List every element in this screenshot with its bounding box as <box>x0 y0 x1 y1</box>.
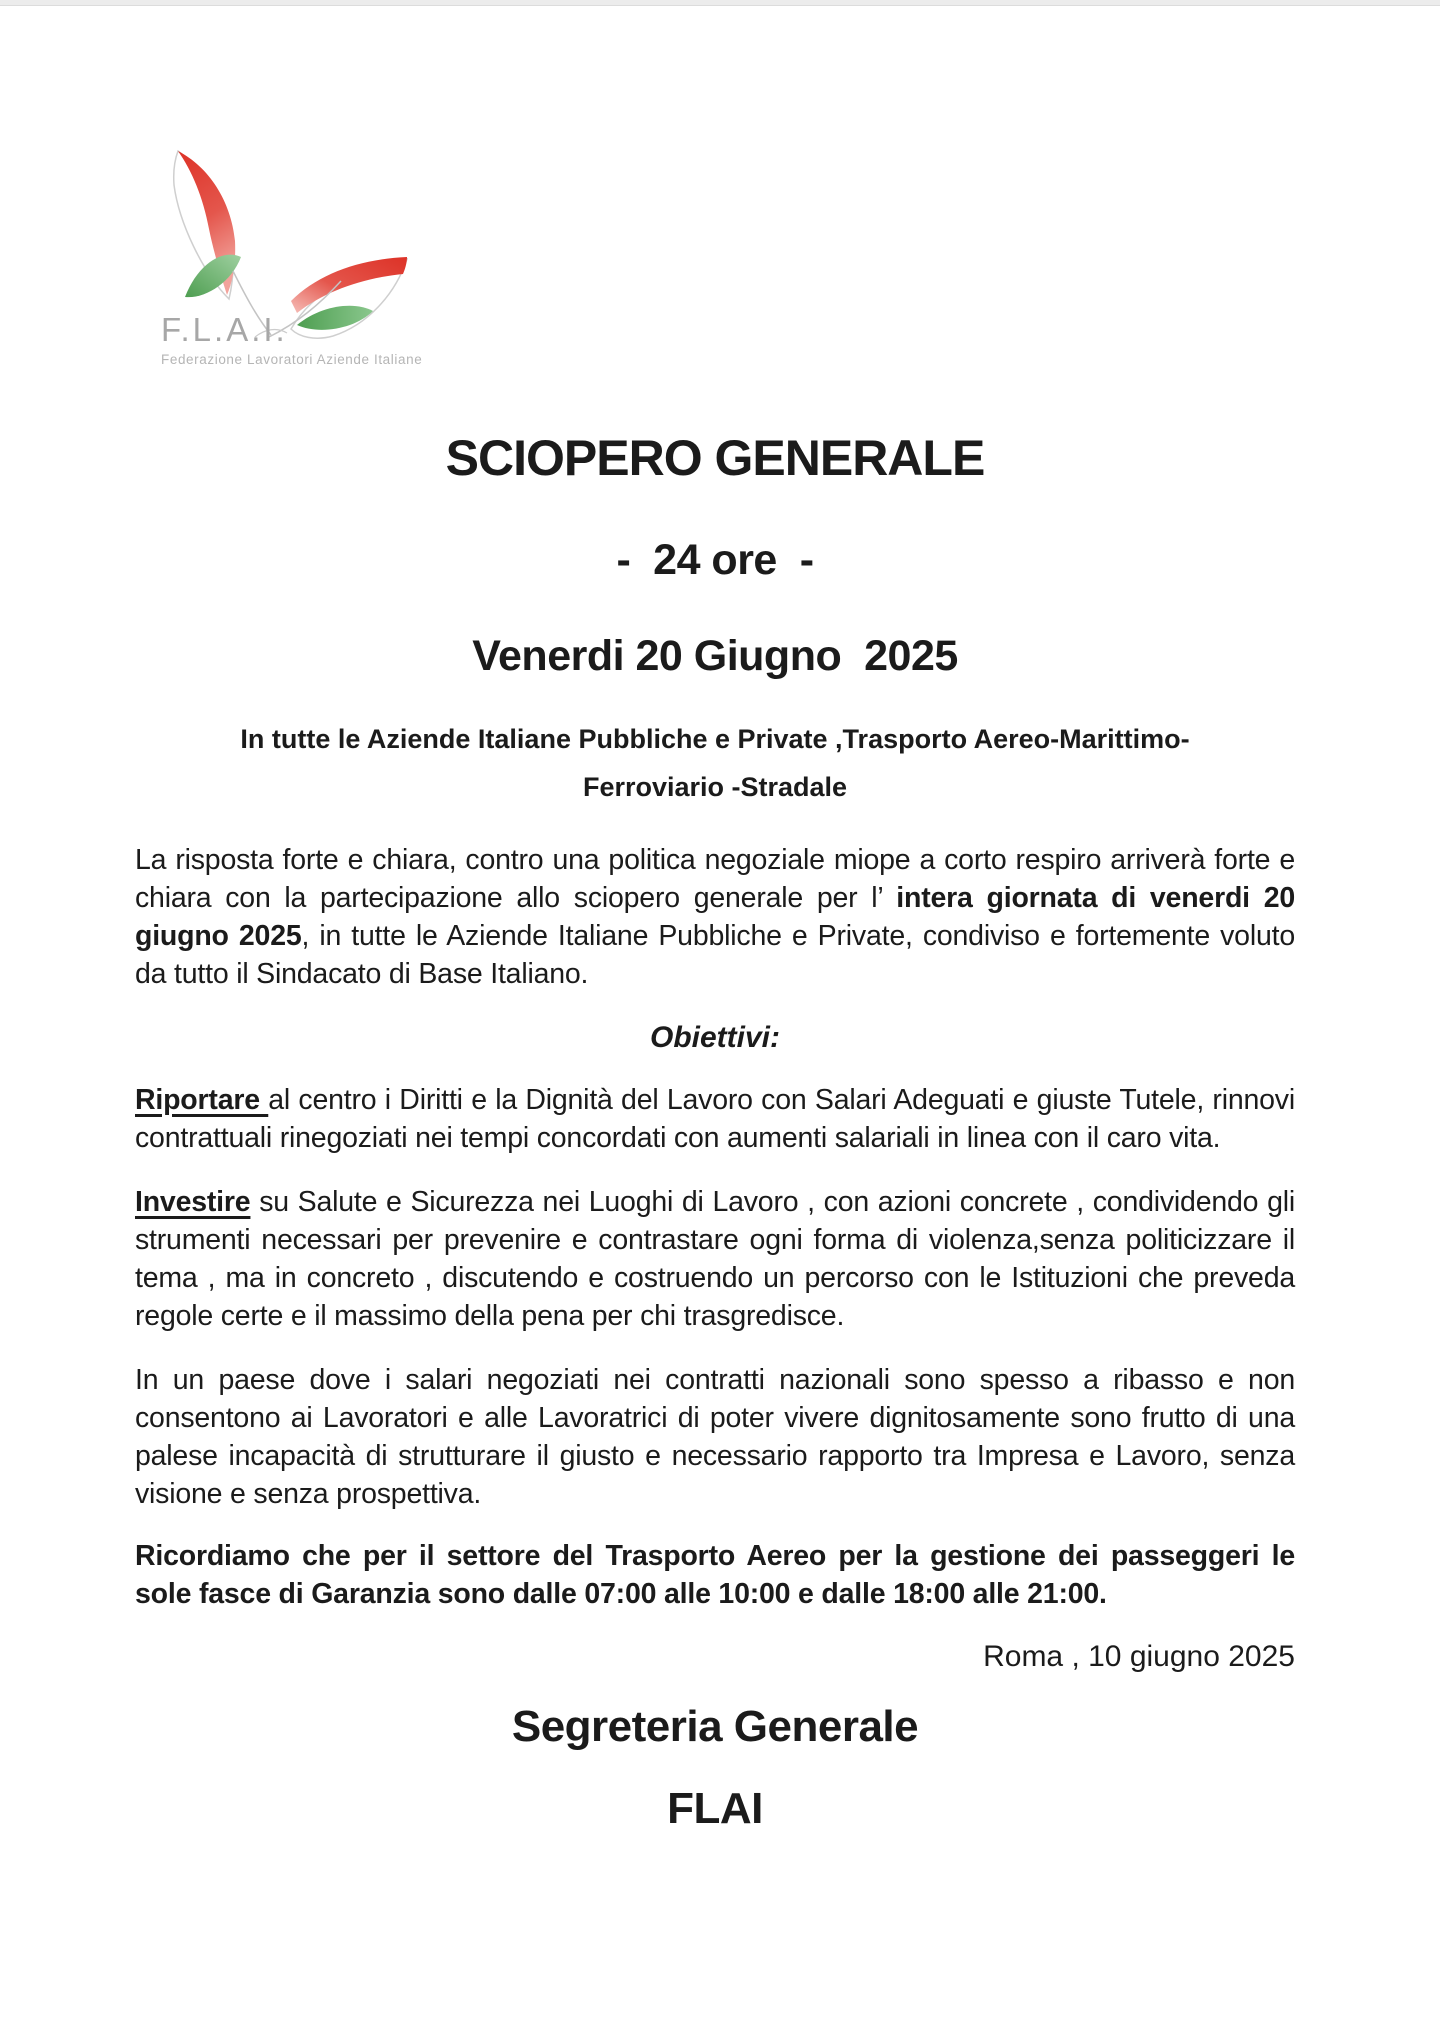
paragraph-investire <box>135 1183 1295 1335</box>
text-segment: La risposta forte e chiara, contro una politica negoziale miope a corto respiro arriverà forte e chiara con la partecipazione allo sciopero generale per l’ <box>135 844 1295 914</box>
text-segment: Riportare <box>135 1084 269 1116</box>
text-segment: Ricordiamo che per il settore del Trasporto Aereo per la gestione dei passeggeri le sole fasce di Garanzia sono dalle 07:00 alle 10:00 e dalle 18:00 alle 21:00. <box>135 1540 1295 1610</box>
page-top-edge <box>0 0 1440 6</box>
text-segment: In un paese dove i salari negoziati nei contratti nazionali sono spesso a ribasso e non consentono ai Lavoratori e alle Lavoratrici di poter vivere dignitosamente sono frutto di una palese incapacità di strutturare il giusto e necessario rapporto tra Impresa e Lavoro, senza visione e senza prospettiva. <box>135 1364 1295 1510</box>
paragraph-intro <box>135 841 1295 993</box>
page-title: SCIOPERO GENERALE <box>445 430 985 486</box>
paragraph-ricordiamo <box>135 1537 1295 1613</box>
text-segment: Investire <box>135 1186 251 1218</box>
signature-role: Segreteria Generale <box>511 1702 919 1751</box>
objectives-heading: Obiettivi: <box>649 1021 780 1054</box>
document-page <box>0 121 1440 1833</box>
text-segment: al centro i Diritti e la Dignità del Lavoro con Salari Adeguati e giuste Tutele, rinnovi contrattuali rinegoziati nei tempi concordati con aumenti salariali in linea con il caro vita. <box>135 1084 1295 1154</box>
flai-logo-subtitle: Federazione Lavoratori Aziende Italiane <box>161 352 423 367</box>
strike-scope-line-2: Ferroviario -Stradale <box>582 772 848 802</box>
place-date-line: Roma , 10 giugno 2025 <box>983 1640 1295 1673</box>
text-segment: intera giornata di venerdi 20 giugno 2025 <box>135 882 1296 952</box>
strike-duration-heading: - 24 ore - <box>616 536 814 584</box>
paragraph-paese <box>135 1361 1295 1513</box>
paragraph-riportare <box>135 1081 1295 1157</box>
strike-scope-line-1: In tutte le Aziende Italiane Pubbliche e Private ,Trasporto Aereo-Marittimo- <box>240 724 1190 754</box>
signature-org: FLAI <box>667 1784 763 1833</box>
text-segment: su Salute e Sicurezza nei Luoghi di Lavoro , con azioni concrete , condividendo gli strumenti necessari per prevenire e contrastare ogni forma di violenza,senza politicizzare il tema , ma in concreto , discutendo e costruendo un percorso con le Istituzioni che preveda regole certe e il massimo della pena per chi trasgredisce. <box>135 1186 1295 1332</box>
flai-logo <box>105 121 450 373</box>
text-segment: , in tutte le Aziende Italiane Pubbliche e Private, condiviso e fortemente voluto da tutto il Sindacato di Base Italiano. <box>135 920 1295 990</box>
flai-logo-acronym: F.L.A.I. <box>161 311 288 348</box>
strike-date-heading: Venerdi 20 Giugno 2025 <box>472 632 958 680</box>
